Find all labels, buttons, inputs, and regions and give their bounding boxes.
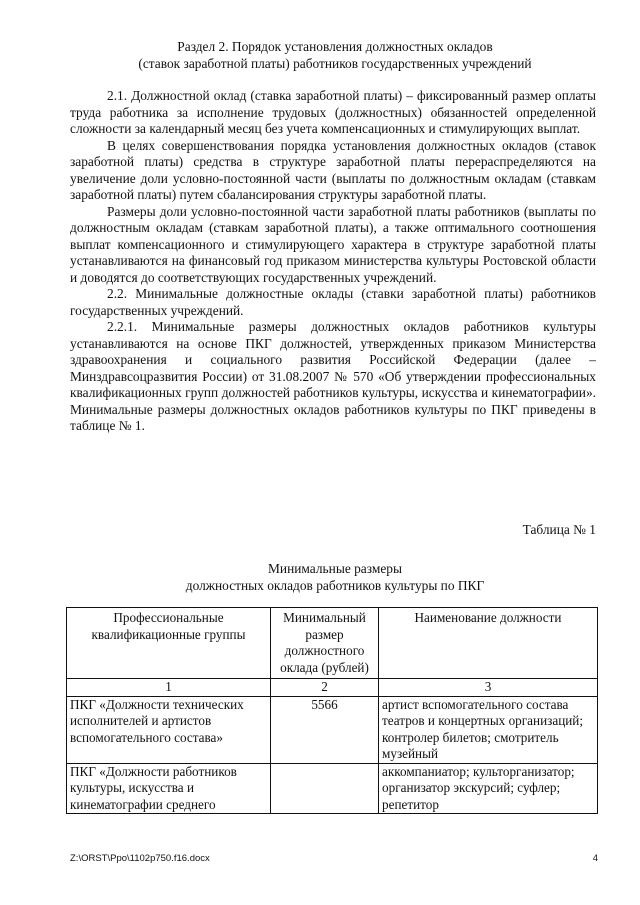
table-row (67, 696, 598, 763)
page-number: 4 (592, 853, 598, 864)
header-minimum-salary: Минимальный размер должностного оклада (рублей) (271, 608, 379, 679)
table-caption-line-1: Минимальные размеры (268, 561, 402, 576)
section-title-line-1: Раздел 2. Порядок установления должностных окладов (177, 39, 493, 54)
column-number-1: 1 (67, 679, 271, 697)
table-column-numbers-row (67, 679, 598, 697)
header-qualification-groups: Профессиональные квалификационные группы (67, 608, 271, 679)
cell-positions: артист вспомогательного состава театров и концертных организаций; контролер билетов; смотритель музейный (379, 696, 598, 763)
column-number-2: 2 (271, 679, 379, 697)
cell-group: ПКГ «Должности технических исполнителей и артистов вспомогательного состава» (67, 696, 271, 763)
section-title (60, 38, 610, 72)
cell-salary: 5566 (271, 696, 379, 763)
paragraph-2-2: 2.2. Минимальные должностные оклады (ставки заработной платы) работников государственных учреждений. (70, 286, 596, 318)
table-caption-line-2: должностных окладов работников культуры по ПКГ (185, 578, 485, 593)
paragraph-2-1: 2.1. Должностной оклад (ставка заработной платы) – фиксированный размер оплаты труда работника за исполнение трудовых (должностных) обязанностей определенной сложности за календарный месяц без учета компенсационных и стимулирующих выплат. (70, 88, 596, 136)
table-caption (60, 560, 610, 594)
paragraph-2-2-1: 2.2.1. Минимальные размеры должностных окладов работников культуры устанавливаются на основе ПКГ должностей, утвержденных приказом Министерства здравоохранения и социального развития Российской Федерации (далее – Минздравсоцразвития России) от 31.08.2007 № 570 «Об утверждении профессиональных квалификационных групп должностей работников культуры, искусства и кинематографии». Минимальные размеры должностных окладов работников культуры по ПКГ приведены в таблице № 1. (70, 319, 596, 433)
section-title-line-2: (ставок заработной платы) работников государственных учреждений (138, 56, 532, 71)
cell-group: ПКГ «Должности работников культуры, искусства и кинематографии среднего (67, 763, 271, 814)
table-row (67, 763, 598, 814)
footer-file-path: Z:\ORST\Ppo\1102p750.f16.docx (70, 853, 210, 864)
header-position-names: Наименование должности (379, 608, 598, 679)
paragraph-salary-structure: В целях совершенствования порядка установления должностных окладов (ставок заработной платы) средства в структуре заработной платы перераспределяются на увеличение доли условно-постоянной части (выплаты по должностным окладам (ставкам заработной платы) путем сбалансирования структуры заработной платы. (70, 137, 596, 202)
paragraph-share-sizes: Размеры доли условно-постоянной части заработной платы работников (выплаты по должностным окладам (ставкам заработной платы), а также оптимального соотношения выплат компенсационного и стимулирующего характера в структуре заработной платы устанавливаются на финансовый год приказом министерства культуры Ростовской области и доводятся до соответствующих государственных учреждений. (70, 203, 596, 285)
cell-salary (271, 763, 379, 814)
table-header-row (67, 608, 598, 679)
cell-positions: аккомпаниатор; культорганизатор; организатор экскурсий; суфлер; репетитор (379, 763, 598, 814)
salary-table (66, 607, 598, 814)
page-footer (70, 853, 598, 864)
column-number-3: 3 (379, 679, 598, 697)
body-text (70, 88, 596, 435)
table-label: Таблица № 1 (522, 522, 596, 537)
